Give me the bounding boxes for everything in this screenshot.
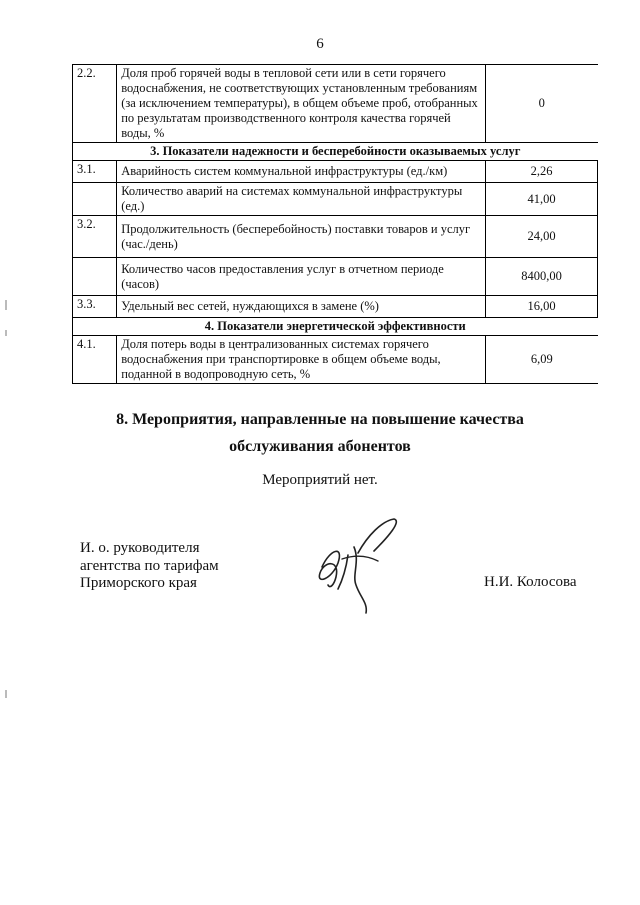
- scan-artifact: [5, 330, 7, 336]
- table-row: [73, 161, 598, 183]
- row-description: Количество часов предоставления услуг в отчетном периоде (часов): [117, 258, 486, 296]
- row-number: 2.2.: [73, 65, 117, 143]
- row-value: 41,00: [486, 183, 598, 216]
- table-row: [73, 336, 598, 384]
- row-number-empty: [73, 258, 117, 296]
- row-description: Аварийность систем коммунальной инфраструктуры (ед./км): [117, 161, 486, 183]
- row-value: 2,26: [486, 161, 598, 183]
- row-number: 4.1.: [73, 336, 117, 384]
- row-value: 0: [486, 65, 598, 143]
- scan-artifact: [5, 300, 7, 310]
- row-number: 3.3.: [73, 296, 117, 318]
- row-description: Доля потерь воды в централизованных системах горячего водоснабжения при транспортировке в общем объеме воды, поданной в водопроводную сеть, %: [117, 336, 486, 384]
- row-value: 6,09: [486, 336, 598, 384]
- row-value: 8400,00: [486, 258, 598, 296]
- row-description: Удельный вес сетей, нуждающихся в замене (%): [117, 296, 486, 318]
- signatory-title-line-1: И. о. руководителя: [80, 540, 200, 556]
- table-row: [73, 296, 598, 318]
- signatory-name: Н.И. Колосова: [484, 574, 577, 590]
- table-row: [73, 65, 598, 143]
- row-value: 24,00: [486, 216, 598, 258]
- table-row: [73, 183, 598, 216]
- indicators-table: [72, 64, 598, 384]
- signatory-title: [80, 540, 219, 593]
- signatory-title-line-3: Приморского края: [80, 575, 197, 591]
- row-number-empty: [73, 183, 117, 216]
- section-header-3: 3. Показатели надежности и бесперебойности оказываемых услуг: [73, 143, 598, 161]
- row-description: Доля проб горячей воды в тепловой сети или в сети горячего водоснабжения, не соответствующих установленным требованиям (за исключением температуры), в общем объеме проб, отобранных по результатам производственного контроля качества горячей воды, %: [117, 65, 486, 143]
- signatory-title-line-2: агентства по тарифам: [80, 557, 219, 574]
- row-number: 3.2.: [73, 216, 117, 258]
- section-row: [73, 318, 598, 336]
- section-8-text: Мероприятий нет.: [262, 472, 378, 488]
- section-row: [73, 143, 598, 161]
- table-row: [73, 216, 598, 258]
- section-header-4: 4. Показатели энергетической эффективности: [73, 318, 598, 336]
- page-number: 6: [316, 36, 324, 52]
- table-row: [73, 258, 598, 296]
- section-8-heading-line-2: обслуживания абонентов: [229, 438, 411, 455]
- row-description: Продолжительность (бесперебойность) поставки товаров и услуг (час./день): [117, 216, 486, 258]
- row-number: 3.1.: [73, 161, 117, 183]
- row-value: 16,00: [486, 296, 598, 318]
- scan-artifact: [5, 690, 7, 698]
- section-8-heading-line-1: 8. Мероприятия, направленные на повышение качества: [116, 411, 524, 428]
- handwritten-signature: [308, 515, 404, 615]
- row-description: Количество аварий на системах коммунальной инфраструктуры (ед.): [117, 183, 486, 216]
